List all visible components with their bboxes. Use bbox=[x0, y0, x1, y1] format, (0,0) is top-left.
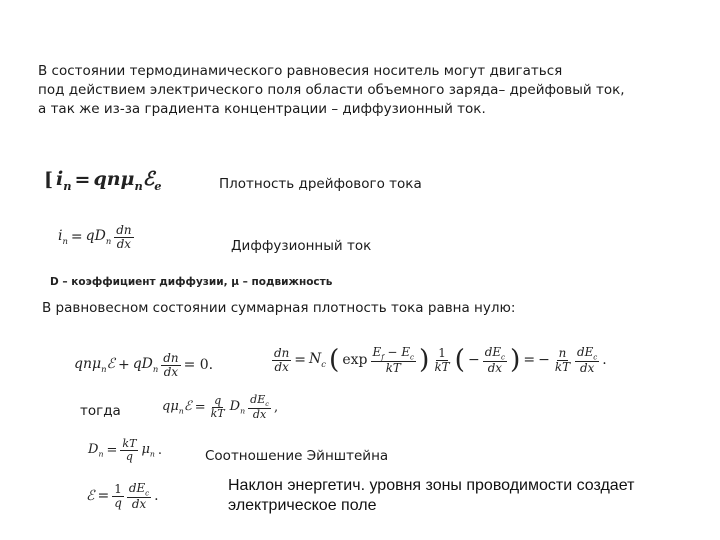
then-formula: $q\mu_nℰ$ = $\frac{q}{kT}$ $D_n$ $\frac{dE_c}{dx}$ , bbox=[162, 393, 279, 422]
total-current-equation: qnμ$_n$ℰ + $qD_n$ $\frac{dn}{dx}$ = 0. bbox=[74, 351, 214, 379]
electric-field-formula: ℰ = $\frac{1}{q}$ $\frac{dE_c}{dx}$ . bbox=[86, 481, 159, 511]
einstein-relation-formula: $D_n$ = $\frac{kT}{q}$ $\mu_n$ . bbox=[88, 437, 163, 463]
drift-current-formula: [ $i_n$ = qnμ$_n$ℰ$_e$ bbox=[44, 168, 162, 193]
intro-line-1: В состоянии термодинамического равновесия носитель могут двигаться bbox=[38, 63, 563, 79]
then-label: тогда bbox=[80, 403, 121, 419]
concentration-gradient-equation: $\frac{dn}{dx}$ = $N_c$ ( exp $\frac{E_f - E_c}{kT}$ ) $\frac{1}{kT}$ ( − $\frac{dE_c}{dx}$ ) = − $\frac{n}{kT}$ $\frac{dE_c}{dx}$ . bbox=[274, 343, 607, 375]
slope-line-1: Наклон энергетич. уровня зоны проводимости создает bbox=[228, 477, 635, 494]
slope-line-2: электрическое поле bbox=[228, 497, 377, 514]
intro-paragraph bbox=[38, 62, 625, 119]
diffusion-current-label: Диффузионный ток bbox=[231, 238, 372, 254]
definitions-note: D – коэффициент диффузии, µ – подвижность bbox=[50, 276, 333, 288]
diffusion-current-formula: $i_n$ = $qD_n$ $\frac{dn}{dx}$ bbox=[58, 223, 132, 251]
slope-explanation bbox=[228, 476, 634, 516]
equilibrium-statement: В равновесном состоянии суммарная плотность тока равна нулю: bbox=[42, 300, 516, 316]
intro-line-2: под действием электрического поля области объемного заряда– дрейфовый ток, bbox=[38, 82, 625, 98]
drift-current-label: Плотность дрейфового тока bbox=[219, 176, 422, 192]
intro-line-3: а так же из-за градиента концентрации – диффузионный ток. bbox=[38, 101, 486, 117]
einstein-relation-label: Соотношение Эйнштейна bbox=[205, 448, 389, 464]
